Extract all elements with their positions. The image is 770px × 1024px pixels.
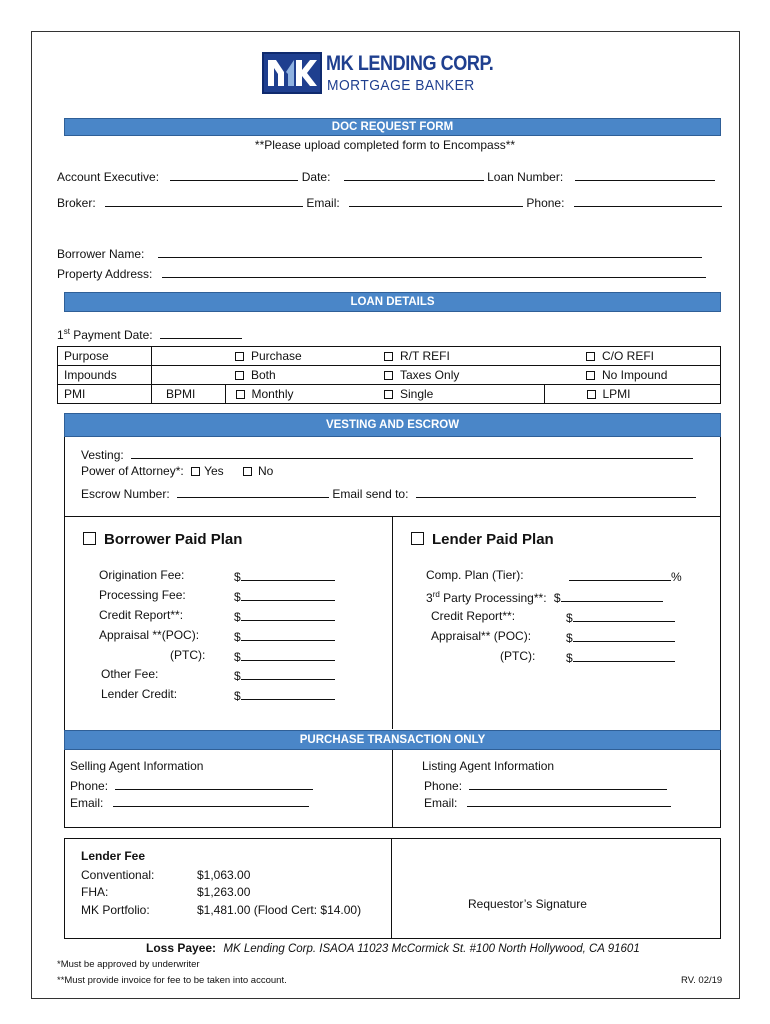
lender-credit-row [101,687,177,701]
account-executive-label: Account Executive: [57,170,160,184]
pmi-lpmi-checkbox[interactable] [587,390,596,399]
purpose-purchase-checkbox[interactable] [235,352,244,361]
poa-yes-label: Yes [204,464,224,478]
purpose-rt-refi-checkbox[interactable] [384,352,393,361]
selling-agent-title: Selling Agent Information [70,759,204,773]
percent-sign: % [671,570,682,584]
revision-label: RV. 02/19 [681,975,723,986]
pmi-bpmi-label: BPMI [152,385,226,404]
dollar-sign: $ [234,650,241,664]
listing-agent-email-label: Email: [424,796,458,810]
lender-fee-fha-value: $1,263.00 [197,885,251,899]
purchase-transaction-title-bar: PURCHASE TRANSACTION ONLY [64,730,721,750]
escrow-number-label: Escrow Number: [81,487,170,501]
purchase-divider-vertical [392,750,393,828]
purpose-purchase-label: Purchase [251,349,302,363]
lender-credit-label: Lender Credit: [101,687,178,701]
impounds-both-label: Both [251,368,276,382]
lender-paid-plan-title: Lender Paid Plan [432,531,554,548]
dollar-sign: $ [234,669,241,683]
vesting-label: Vesting: [81,448,124,462]
third-party-processing-label: 3rd Party Processing**: [426,590,547,605]
pmi-lpmi-label: LPMI [602,387,631,401]
origination-fee-input[interactable] [241,568,335,581]
poa-no-label: No [258,464,274,478]
email-input[interactable] [349,194,523,207]
plans-divider-vertical [392,516,393,729]
dollar-sign: $ [234,570,241,584]
table-row [58,385,721,404]
lender-appraisal-ptc-input[interactable] [573,649,675,662]
lender-appraisal-poc-label: Appraisal** (POC): [431,629,532,643]
property-address-input[interactable] [162,265,706,278]
dollar-sign: $ [566,611,573,625]
company-name: MK LENDING CORP. [326,52,494,75]
lender-fee-conventional-value: $1,063.00 [197,868,251,882]
date-label: Date: [301,170,331,184]
requestor-signature-label: Requestor’s Signature [468,897,587,911]
loss-payee-value: MK Lending Corp. ISAOA 11023 McCormick St. #100 North Hollywood, CA 91601 [223,943,640,955]
payment-date-input[interactable] [160,326,242,339]
escrow-number-input[interactable] [177,485,329,498]
appraisal-poc-label: Appraisal **(POC): [99,628,200,642]
dollar-sign: $ [234,689,241,703]
impounds-mid [152,366,226,385]
listing-agent-phone-input[interactable] [469,777,667,790]
lender-fee-fha-label: FHA: [81,885,109,899]
loan-number-label: Loan Number: [487,170,564,184]
pmi-single-label: Single [400,387,434,401]
poa-no-checkbox[interactable] [243,467,252,476]
mk-logo-icon [264,54,320,92]
credit-report-row [99,608,183,622]
other-fee-row [101,667,158,681]
loan-details-table [57,346,721,404]
selling-agent-phone-input[interactable] [115,777,313,790]
origination-fee-label: Origination Fee: [99,568,185,582]
origination-fee-row [99,568,184,582]
lender-credit-report-input[interactable] [573,609,675,622]
pmi-single-checkbox[interactable] [384,390,393,399]
vesting-title-bar: VESTING AND ESCROW [64,413,721,437]
email-send-to-label: Email send to: [332,487,409,501]
purpose-co-refi-label: C/O REFI [602,349,655,363]
listing-agent-phone-label: Phone: [424,779,463,793]
borrower-paid-plan-checkbox[interactable] [83,532,96,545]
dollar-sign: $ [234,610,241,624]
impounds-taxes-only-checkbox[interactable] [384,371,393,380]
table-row [58,366,721,385]
purpose-label: Purpose [58,347,152,366]
appraisal-poc-row [99,628,199,642]
other-fee-input[interactable] [241,667,335,680]
appraisal-ptc-row [170,648,205,662]
listing-agent-email-input[interactable] [467,794,671,807]
processing-fee-label: Processing Fee: [99,588,186,602]
appraisal-ptc-input[interactable] [241,648,335,661]
credit-report-label: Credit Report**: [99,608,184,622]
processing-fee-input[interactable] [241,588,335,601]
dollar-sign: $ [566,631,573,645]
company-logo [262,52,322,94]
appraisal-poc-input[interactable] [241,628,335,641]
signature-box [392,838,721,939]
purpose-co-refi-checkbox[interactable] [586,352,595,361]
comp-plan-input[interactable] [569,568,671,581]
listing-agent-title: Listing Agent Information [422,759,555,773]
date-input[interactable] [344,168,484,181]
footnote-underwriter: *Must be approved by underwriter [57,959,200,970]
phone-input[interactable] [574,194,722,207]
pmi-monthly-label: Monthly [251,387,294,401]
impounds-no-impound-checkbox[interactable] [586,371,595,380]
impounds-both-checkbox[interactable] [235,371,244,380]
dollar-sign: $ [234,630,241,644]
phone-label: Phone: [526,196,565,210]
credit-report-input[interactable] [241,608,335,621]
lender-appraisal-ptc-label: (PTC): [500,649,536,663]
lender-paid-plan-checkbox[interactable] [411,532,424,545]
poa-label: Power of Attorney*: [81,464,184,478]
poa-yes-checkbox[interactable] [191,467,200,476]
email-send-to-input[interactable] [416,485,696,498]
loan-details-title-bar: LOAN DETAILS [64,292,721,312]
processing-fee-row [99,588,186,602]
purpose-rt-refi-label: R/T REFI [400,349,450,363]
selling-agent-email-label: Email: [70,796,104,810]
loan-number-input[interactable] [575,168,715,181]
borrower-paid-plan-title: Borrower Paid Plan [104,531,243,548]
selling-agent-phone-label: Phone: [70,779,109,793]
footnote-invoice: **Must provide invoice for fee to be taken into account. [57,975,287,986]
dollar-sign: $ [234,590,241,604]
company-subtitle: MORTGAGE BANKER [327,77,475,94]
doc-request-title-bar: DOC REQUEST FORM [64,118,721,136]
lender-fee-conventional-label: Conventional: [81,868,155,882]
borrower-name-input[interactable] [158,245,702,258]
lender-credit-report-label: Credit Report**: [431,609,516,623]
lender-fee-title: Lender Fee [81,849,146,863]
loss-payee [146,941,640,955]
comp-plan-label: Comp. Plan (Tier): [426,568,524,582]
dollar-sign: $ [553,591,561,605]
third-party-processing-input[interactable] [561,589,663,602]
payment-date-label: 1st Payment Date: [57,327,153,342]
loss-payee-label: Loss Payee: [146,941,217,955]
appraisal-ptc-label: (PTC): [170,648,206,662]
pmi-monthly-checkbox[interactable] [236,390,245,399]
impounds-no-impound-label: No Impound [602,368,668,382]
account-executive-input[interactable] [170,168,298,181]
broker-input[interactable] [105,194,303,207]
lender-appraisal-poc-input[interactable] [573,629,675,642]
lender-fee-mk-portfolio-value: $1,481.00 (Flood Cert: $14.00) [197,903,362,917]
dollar-sign: $ [566,651,573,665]
form-subtitle: **Please upload completed form to Encompass** [254,138,516,152]
vesting-input[interactable] [131,446,693,459]
property-address-label: Property Address: [57,267,153,281]
lender-credit-input[interactable] [241,687,335,700]
selling-agent-email-input[interactable] [113,794,309,807]
table-row [58,347,721,366]
email-label: Email: [306,196,340,210]
lender-fee-mk-portfolio-label: MK Portfolio: [81,903,150,917]
borrower-name-label: Borrower Name: [57,247,145,261]
impounds-label: Impounds [58,366,152,385]
pmi-label: PMI [58,385,152,404]
purpose-mid [152,347,226,366]
other-fee-label: Other Fee: [101,667,159,681]
impounds-taxes-only-label: Taxes Only [400,368,460,382]
broker-label: Broker: [57,196,96,210]
